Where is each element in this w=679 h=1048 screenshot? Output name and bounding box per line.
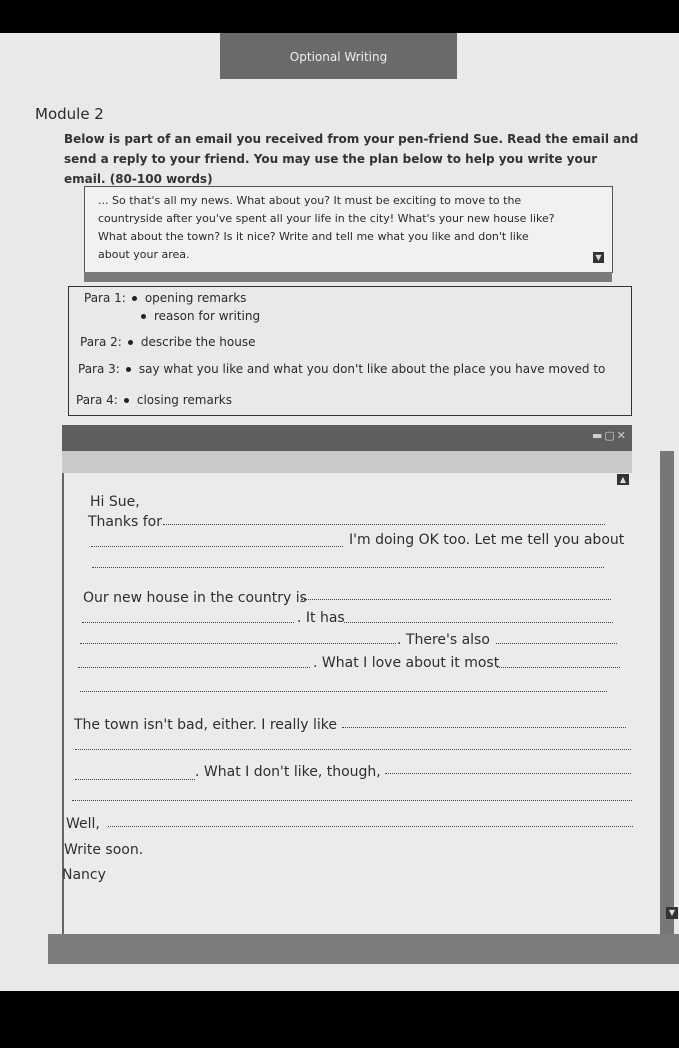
plan-para4 [76, 393, 232, 407]
plan-label: Para 3: [78, 362, 120, 376]
email-line: about your area. [98, 248, 190, 261]
blank-line[interactable] [108, 826, 633, 827]
bullet-icon [128, 340, 133, 345]
bullet-icon [141, 314, 146, 319]
bullet-icon [132, 296, 137, 301]
reply-scrollbar[interactable] [660, 451, 674, 934]
reply-thanks: Thanks for [88, 514, 162, 530]
reply-window-bottom-bar [48, 934, 679, 964]
scroll-down-icon[interactable]: ▼ [666, 907, 678, 919]
module-title: Module 2 [35, 105, 104, 123]
task-instructions: Below is part of an email you received from your pen-friend Sue. Read the email and send a reply to your friend. You may use the plan below to help you write your email. (80-100 words) [64, 132, 639, 186]
bullet-icon [126, 367, 131, 372]
reply-dont-like: . What I don't like, though, [195, 764, 381, 780]
blank-line[interactable] [72, 800, 632, 801]
reply-it-has: . It has [297, 610, 345, 626]
plan-para2 [80, 335, 255, 349]
email-line: What about the town? Is it nice? Write and tell me what you like and don't like [98, 230, 529, 243]
scroll-down-icon[interactable]: ▼ [593, 252, 604, 263]
reply-write-soon: Write soon. [64, 842, 144, 858]
plan-item: closing remarks [136, 393, 232, 407]
received-email-box [84, 186, 613, 273]
blank-line[interactable] [496, 643, 617, 644]
blank-line[interactable] [80, 643, 396, 644]
reply-window-titlebar [62, 425, 632, 451]
plan-label: Para 2: [80, 335, 122, 349]
writing-plan-box [68, 286, 632, 416]
blank-line[interactable] [385, 773, 631, 774]
reply-window-toolbar [62, 451, 632, 474]
blank-line[interactable] [78, 667, 310, 668]
worksheet-page [0, 33, 679, 991]
plan-item: describe the house [140, 335, 256, 349]
plan-label: Para 4: [76, 393, 118, 407]
reply-signature: Nancy [62, 867, 106, 883]
blank-line[interactable] [82, 622, 294, 623]
plan-item: opening remarks [144, 291, 247, 305]
email-box-bottom-bar [84, 272, 612, 282]
email-line: ... So that's all my news. What about you? It must be exciting to move to the [98, 194, 522, 207]
blank-line[interactable] [344, 622, 613, 623]
section-banner: Optional Writing [220, 33, 457, 79]
plan-para1-item2 [135, 309, 260, 323]
blank-line[interactable] [497, 667, 620, 668]
blank-line[interactable] [91, 546, 343, 547]
reply-doing-ok: I'm doing OK too. Let me tell you about [349, 532, 625, 548]
window-controls-icon[interactable]: ▬▢✕ [591, 429, 628, 442]
received-email-text [98, 192, 560, 264]
plan-item: say what you like and what you don't like about the place you have moved to [138, 362, 606, 376]
blank-line[interactable] [301, 599, 611, 600]
blank-line[interactable] [80, 691, 607, 692]
blank-line[interactable] [92, 567, 604, 568]
reply-theres-also: . There's also [397, 632, 490, 648]
blank-line[interactable] [342, 727, 626, 728]
email-line: countryside after you've spent all your life in the city! What's your new house like? [98, 212, 555, 225]
bullet-icon [124, 398, 129, 403]
blank-line[interactable] [75, 749, 631, 750]
scroll-up-icon[interactable]: ▲ [617, 474, 629, 485]
plan-label: Para 1: [84, 291, 126, 305]
blank-line[interactable] [163, 524, 605, 525]
plan-para1 [84, 291, 246, 305]
reply-love-most: . What I love about it most [313, 655, 500, 671]
plan-para3 [78, 362, 605, 376]
blank-line[interactable] [75, 779, 195, 780]
reply-town: The town isn't bad, either. I really like [74, 717, 337, 733]
reply-well: Well, [66, 816, 100, 832]
reply-greeting: Hi Sue, [90, 494, 140, 510]
plan-item: reason for writing [154, 309, 261, 323]
reply-house: Our new house in the country is [83, 590, 307, 606]
